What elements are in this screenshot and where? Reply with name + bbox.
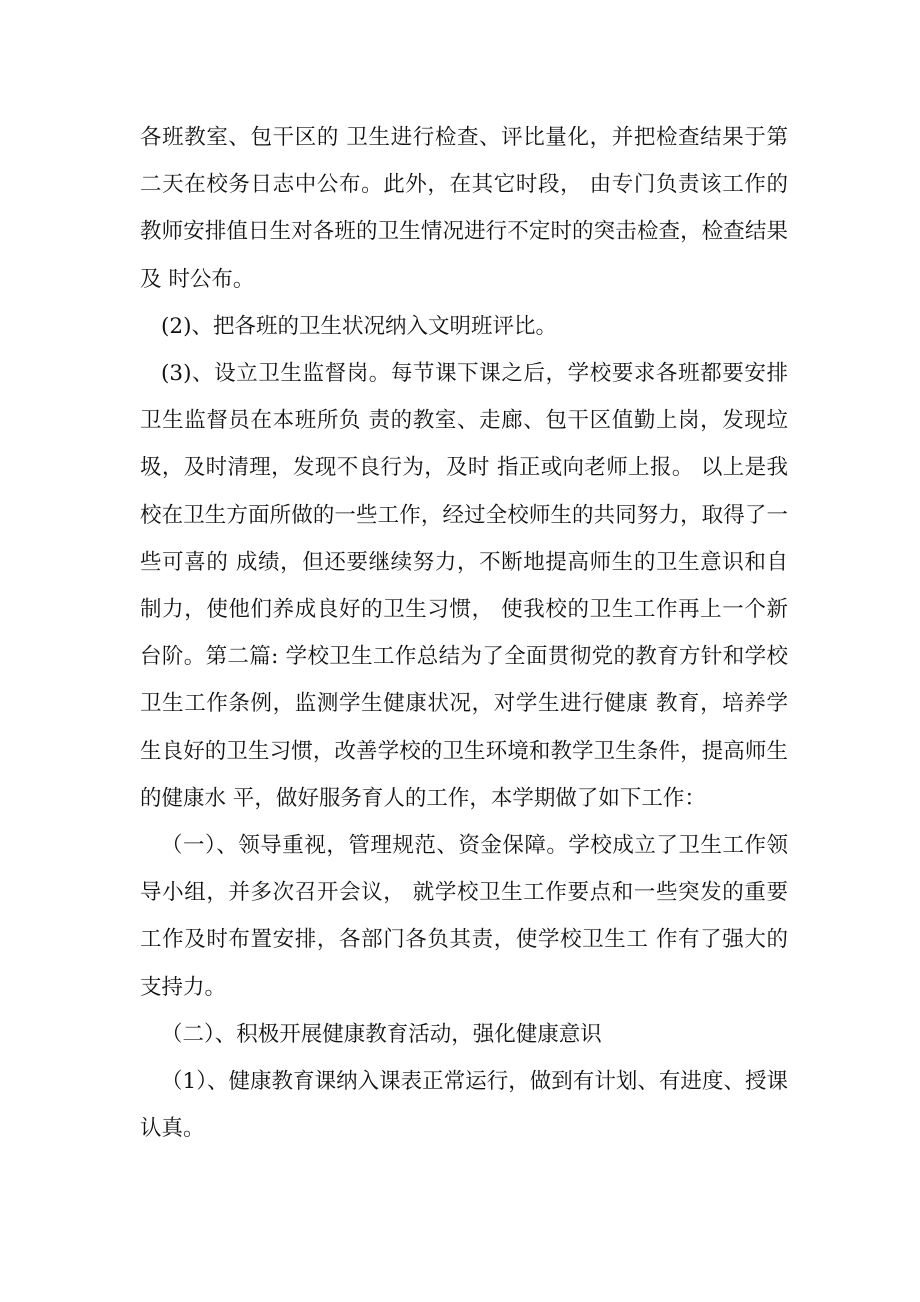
paragraph-section-2: （二）、积极开展健康教育活动，强化健康意识 [161, 1021, 602, 1047]
paragraph-continuation: 各班教室、包干区的 卫生进行检查、评比量化，并把检查结果于第二天在校务日志中公布。此外，在其它时段， 由专门负责该工作的教师安排值日生对各班的卫生情况进行不定时的突击检查，检查结果及 时公布。 [140, 125, 788, 292]
paragraph-subitem-1: （1）、健康教育课纳入课表正常运行，做到有计划、有进度、授课认真。 [140, 1069, 788, 1142]
paragraph-item-3: (3)、设立卫生监督岗。每节课下课之后，学校要求各班都要安排卫生监督员在本班所负 责的教室、走廊、包干区值勤上岗，发现垃圾，及时清理，发现不良行为，及时 指正或向老师上报。 以上是我校在卫生方面所做的一些工作，经过全校师生的共同努力，取得了一些可喜的 成绩，但还要继续努力，不断地提高师生的卫生意识和自制力，使他们养成良好的卫生习惯， 使我校的卫生工作再上一个新台阶。第二篇: 学校卫生工作总结为了全面贯彻党的教育方针和学校卫生工作条例，监测学生健康状况，对学生进行健康 教育，培养学生良好的卫生习惯，改善学校的卫生环境和教学卫生条件，提高师生的健康水 平，做好服务育人的工作，本学期做了如下工作： [140, 361, 788, 811]
paragraph-item-2: (2)、把各班的卫生状况纳入文明班评比。 [161, 313, 557, 339]
paragraph-section-1: （一）、领导重视，管理规范、资金保障。学校成立了卫生工作领导小组，并多次召开会议， 就学校卫生工作要点和一些突发的重要工作及时布置安排，各部门各负其责，使学校卫生工 作有了强大的支持力。 [140, 833, 788, 1000]
document-body [140, 114, 788, 1152]
